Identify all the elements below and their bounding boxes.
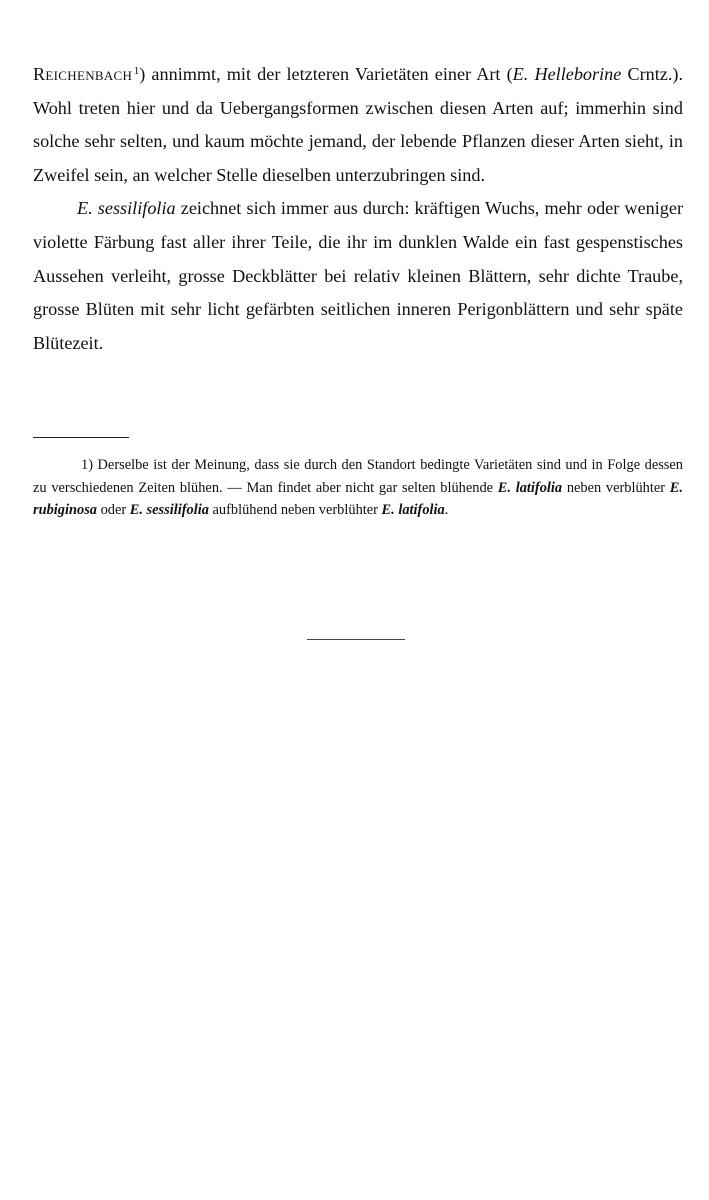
footnote-text-e: . [444,502,449,518]
species-name-sessilifolia: E. sessilifolia [77,198,176,219]
footnote-species-3: E. sessilifolia [129,502,209,518]
paragraph-1-text-b: Crntz.). Wohl treten hier und da Uebergangsformen zwischen diesen Arten auf; immerhin sind solche sehr selten, und kaum möchte jemand, der lebende Pflanzen dieser Arten sieht, in Zweifel sein, an welcher Stelle dieselben unterzubringen sind. [33,64,683,185]
body-text [33,58,683,360]
paragraph-2-text: zeichnet sich immer aus durch: kräftigen Wuchs, mehr oder weniger violette Färbung fast aller ihrer Teile, die ihr im dunklen Walde ein fast gespenstisches Aussehen verleiht, grosse Deckblätter bei relativ kleinen Blättern, sehr dichte Traube, grosse Blüten mit sehr licht gefärbten seitlichen inneren Perigonblättern und sehr späte Blütezeit. [33,198,684,353]
paragraph-1 [33,58,683,192]
footnote [33,454,683,522]
footnote-text-b: neben verblühter [562,479,670,496]
footnote-species-2: E. rubiginosa [33,479,683,518]
footnote-species-1: E. latifolia [497,479,563,496]
footnote-marker: 1) [81,457,93,473]
paragraph-2 [33,192,683,360]
footnote-text-a: Derselbe ist der Meinung, dass sie durch den Standort bedingte Varietäten sind und in Folge dessen zu verschiedenen Zeiten blühen. — Man findet aber nicht gar selten blühende [33,457,683,496]
footnote-separator-rule [33,437,129,438]
paragraph-1-text-a: ) annimmt, mit der letzteren Varietäten einer Art ( [139,64,513,84]
section-end-rule [307,639,405,640]
footnote-species-4: E. latifolia [381,502,445,518]
species-name-helleborine: E. Helleborine [512,64,622,84]
footnote-text-d: aufblühend neben verblühter [208,502,382,518]
footnote-reference: 1 [133,65,140,77]
author-name: Reichenbach [33,64,133,84]
footnote-text-c: oder [97,502,130,518]
